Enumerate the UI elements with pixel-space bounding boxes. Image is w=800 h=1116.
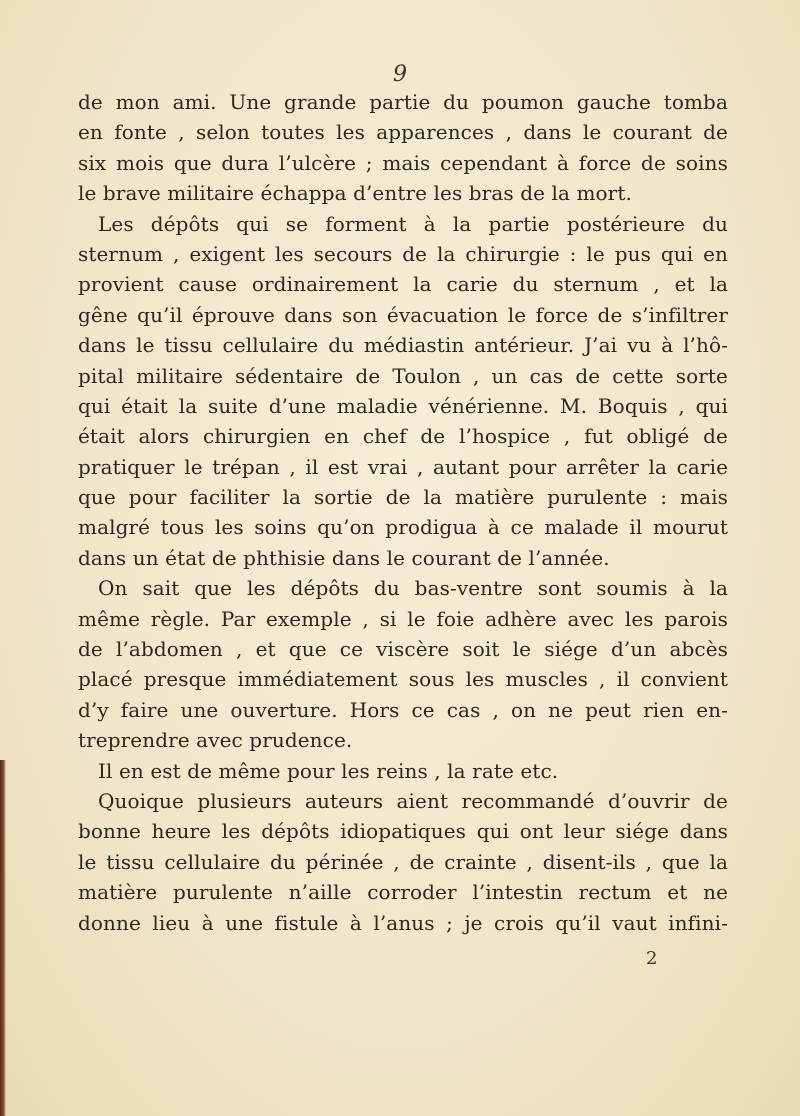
text-line: On sait que les dépôts du bas-ventre sont soumis à la [98, 576, 728, 601]
page-number: 9 [393, 62, 407, 87]
text-line: matière purulente n’aille corroder l’intestin rectum et ne [78, 880, 728, 905]
text-line: six mois que dura l’ulcère ; mais cependant à force de soins [78, 150, 728, 175]
text-line: provient cause ordinairement la carie du sternum , et la [78, 272, 728, 297]
text-line: Il en est de même pour les reins , la rate etc. [98, 758, 559, 783]
text-line: Les dépôts qui se forment à la partie postérieure du [98, 211, 728, 236]
text-line: sternum , exigent les secours de la chirurgie : le pus qui en [78, 241, 728, 266]
text-line: même règle. Par exemple , si le foie adhère avec les parois [78, 606, 728, 631]
text-line: le brave militaire échappa d’entre les bras de la mort. [78, 181, 632, 206]
text-line: était alors chirurgien en chef de l’hospice , fut obligé de [78, 424, 728, 449]
text-line: de l’abdomen , et que ce viscère soit le siége d’un abcès [78, 637, 728, 662]
binding-edge [0, 760, 6, 1116]
text-line: dans le tissu cellulaire du médiastin antérieur. J’ai vu à l’hô- [78, 333, 728, 358]
text-line: en fonte , selon toutes les apparences , dans le courant de [78, 120, 728, 145]
text-line: de mon ami. Une grande partie du poumon gauche tomba [78, 90, 728, 114]
signature-mark: 2 [646, 948, 658, 969]
text-line: treprendre avec prudence. [78, 728, 353, 753]
text-line: Quoique plusieurs auteurs aient recommandé d’ouvrir de [98, 788, 728, 813]
text-line: gêne qu’il éprouve dans son évacuation le force de s’infiltrer [78, 302, 728, 327]
text-line: qui était la suite d’une maladie vénérienne. M. Boquis , qui [78, 393, 728, 418]
text-line: bonne heure les dépôts idiopatiques qui ont leur siége dans [78, 819, 728, 844]
text-line: malgré tous les soins qu’on prodigua à ce malade il mourut [78, 515, 728, 540]
body-text [78, 87, 728, 938]
text-line: donne lieu à une fistule à l’anus ; je crois qu’il vaut infini- [78, 910, 728, 935]
text-line: que pour faciliter la sortie de la matière purulente : mais [78, 485, 728, 510]
text-line: le tissu cellulaire du périnée , de crainte , disent-ils , que la [78, 849, 728, 874]
text-line: placé presque immédiatement sous les muscles , il convient [78, 667, 728, 692]
text-line: dans un état de phthisie dans le courant de l’année. [78, 545, 610, 570]
text-line: pital militaire sédentaire de Toulon , un cas de cette sorte [78, 363, 728, 388]
text-line: pratiquer le trépan , il est vrai , autant pour arrêter la carie [78, 454, 728, 479]
text-line: d’y faire une ouverture. Hors ce cas , on ne peut rien en- [78, 697, 728, 722]
